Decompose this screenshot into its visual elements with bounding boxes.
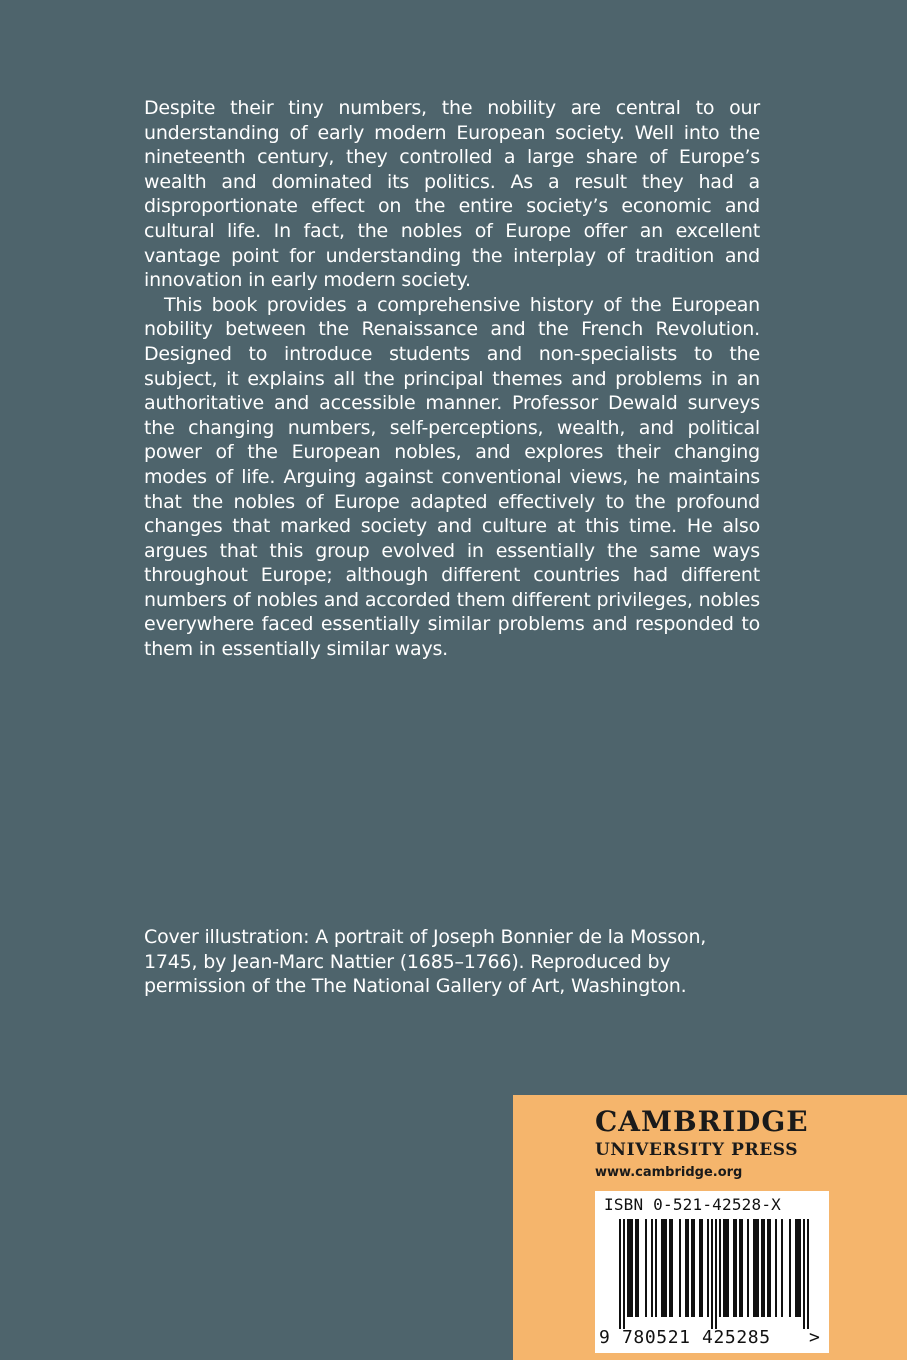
barcode-bar bbox=[661, 1219, 663, 1317]
publisher-website: www.cambridge.org bbox=[595, 1165, 743, 1180]
barcode-bar bbox=[685, 1219, 687, 1317]
barcode-bar bbox=[775, 1219, 777, 1317]
barcode-bar bbox=[699, 1219, 701, 1317]
barcode-bar bbox=[803, 1219, 805, 1329]
barcode-bar bbox=[797, 1219, 799, 1317]
ean-arrow: > bbox=[809, 1327, 820, 1348]
barcode-bar bbox=[789, 1219, 791, 1317]
barcode-bar bbox=[725, 1219, 727, 1317]
barcode-bar bbox=[795, 1219, 797, 1317]
isbn-label: ISBN 0-521-42528-X bbox=[604, 1195, 781, 1214]
barcode-bar bbox=[635, 1219, 637, 1317]
barcode-bar bbox=[781, 1219, 783, 1317]
barcode-bar bbox=[663, 1219, 665, 1317]
barcode-bar bbox=[631, 1219, 633, 1317]
barcode-bar bbox=[627, 1219, 629, 1317]
barcode-bar bbox=[715, 1219, 717, 1329]
barcode-bar bbox=[733, 1219, 735, 1317]
barcode-bar bbox=[769, 1219, 771, 1317]
barcode-bar bbox=[753, 1219, 755, 1317]
blurb-paragraph-2: This book provides a comprehensive history of the European nobility between the Renaissance and the French Revolution. Designed to introduce students and non-specialists to the subject, it explains all the principal themes and problems in an authoritative and accessible manner. Professor Dewald surveys the changing numbers, self-perceptions, wealth, and political power of the European nobles, and explores their changing modes of life. Arguing against conventional views, he maintains that the nobles of Europe adapted effectively to the profound changes that marked society and culture at this time. He also argues that this group evolved in essentially the same ways throughout Europe; although different countries had different numbers of nobles and accorded them different privileges, nobles everywhere faced essentially similar problems and responded to them in essentially similar ways. bbox=[144, 293, 760, 661]
back-cover-blurb bbox=[144, 96, 760, 662]
barcode-bar bbox=[741, 1219, 743, 1317]
publisher-name: CAMBRIDGE bbox=[595, 1105, 809, 1138]
barcode-bar bbox=[807, 1219, 809, 1329]
barcode-bar bbox=[691, 1219, 693, 1317]
barcode-bar bbox=[735, 1219, 737, 1317]
barcode-bar bbox=[651, 1219, 653, 1317]
barcode-bar bbox=[767, 1219, 769, 1317]
barcode-bar bbox=[739, 1219, 741, 1317]
barcode-box bbox=[595, 1191, 829, 1353]
barcode-bar bbox=[727, 1219, 729, 1317]
ean-prefix-digit: 9 bbox=[599, 1327, 610, 1348]
publisher-panel bbox=[513, 1095, 907, 1360]
barcode-bar bbox=[619, 1219, 621, 1329]
barcode-bar bbox=[671, 1219, 673, 1317]
barcode-bar bbox=[629, 1219, 631, 1317]
barcode-bar bbox=[701, 1219, 703, 1317]
barcode-bar bbox=[711, 1219, 713, 1329]
cover-illustration-credit: Cover illustration: A portrait of Joseph Bonnier de la Mosson, 1745, by Jean-Marc Nattier (1685–1766). Reproduced by permission of the The National Gallery of Art, Washington. bbox=[144, 926, 707, 998]
barcode-bar bbox=[687, 1219, 689, 1317]
barcode-bar bbox=[693, 1219, 695, 1317]
barcode-bar bbox=[679, 1219, 681, 1317]
barcode-bar bbox=[623, 1219, 625, 1329]
publisher-subname: UNIVERSITY PRESS bbox=[595, 1140, 799, 1160]
barcode-bar bbox=[707, 1219, 709, 1317]
barcode-bar bbox=[799, 1219, 801, 1317]
barcode-bar bbox=[723, 1219, 725, 1317]
barcode-bar bbox=[645, 1219, 647, 1317]
barcode-bar bbox=[637, 1219, 639, 1317]
barcode-bar bbox=[665, 1219, 667, 1317]
barcode-bar bbox=[669, 1219, 671, 1317]
barcode-bar bbox=[655, 1219, 657, 1317]
barcode-bar bbox=[757, 1219, 759, 1317]
barcode-bar bbox=[747, 1219, 749, 1317]
barcode-bar bbox=[719, 1219, 721, 1317]
barcode-bar bbox=[755, 1219, 757, 1317]
ean-digits: 780521 425285 bbox=[622, 1327, 771, 1348]
barcode-bar bbox=[763, 1219, 765, 1317]
blurb-paragraph-1: Despite their tiny numbers, the nobility are central to our understanding of early modern European society. Well into the nineteenth century, they controlled a large share of Europe’s wealth and dominated its politics. As a result they had a disproportionate effect on the entire society’s economic and cultural life. In fact, the nobles of Europe offer an excellent vantage point for understanding the interplay of tradition and innovation in early modern society. bbox=[144, 97, 760, 292]
barcode-bar bbox=[761, 1219, 763, 1317]
barcode-icon bbox=[595, 1219, 829, 1331]
